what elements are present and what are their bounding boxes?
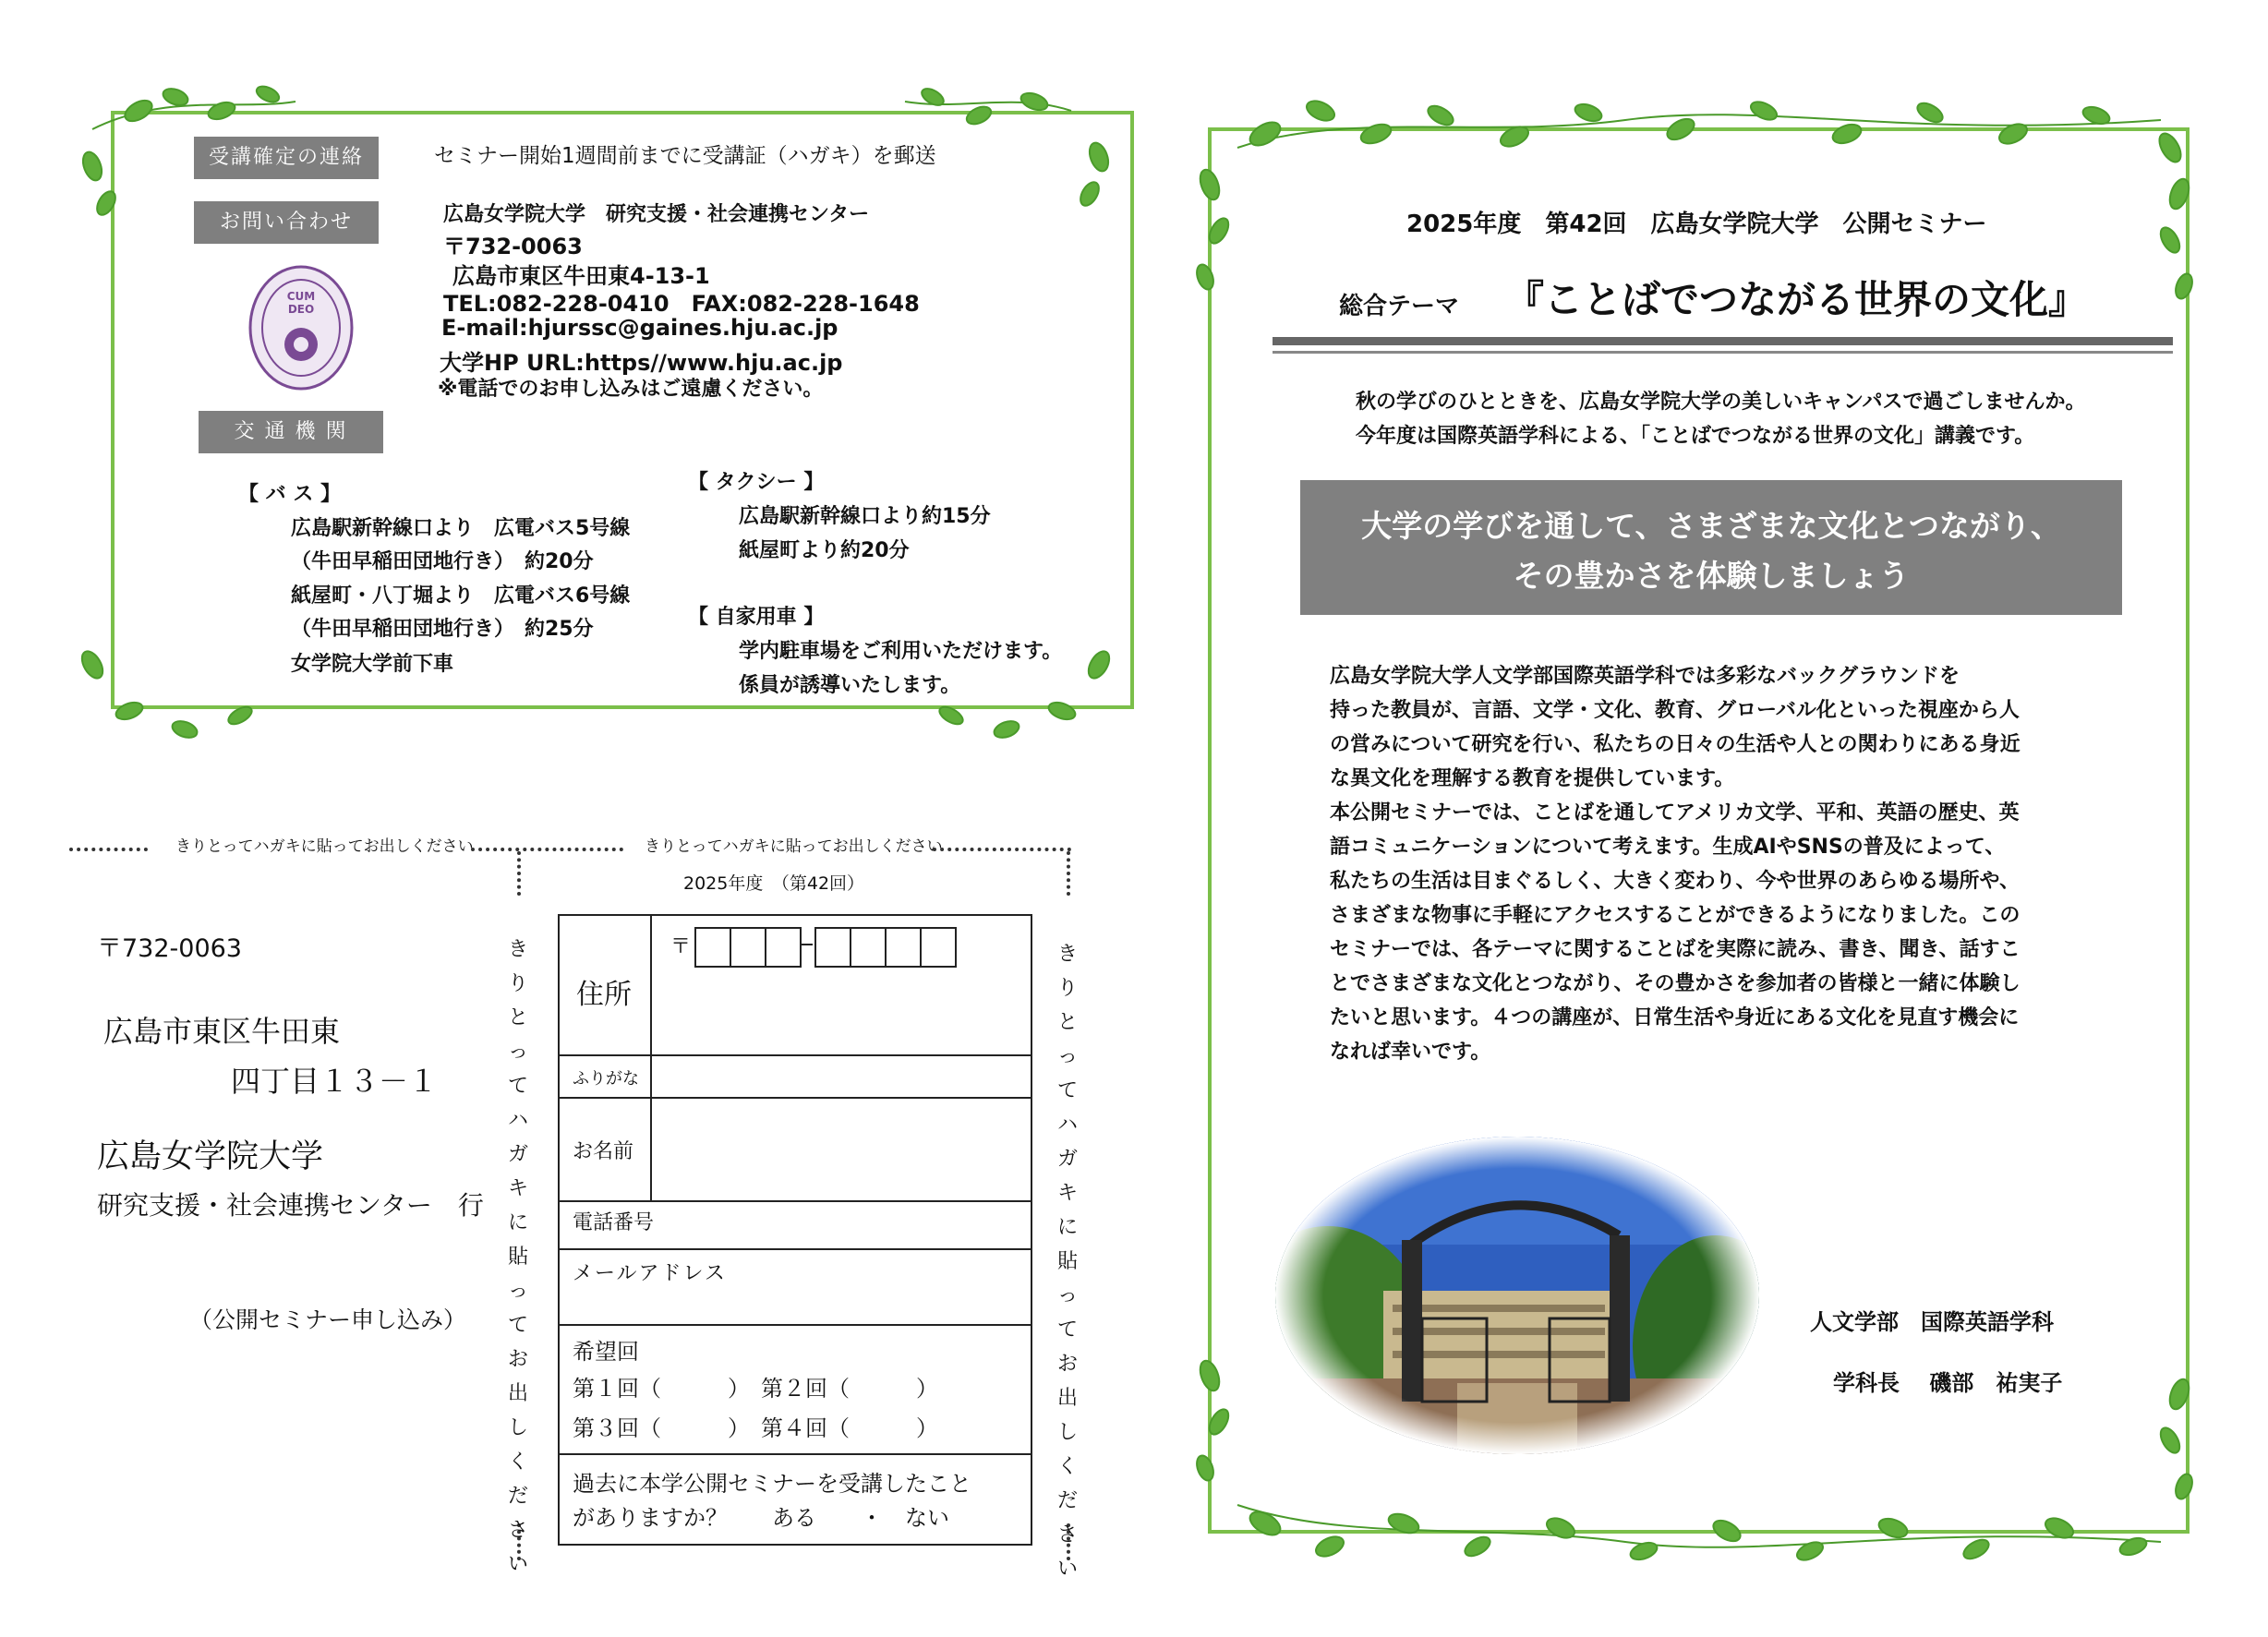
zip-box-7[interactable] <box>920 927 957 968</box>
body-line: 持った教員が、言語、文学・文化、教育、グローバル化といった視座から人 <box>1330 699 2020 722</box>
contact-email: E-mail:hjurssc@gaines.hju.ac.jp <box>441 315 838 341</box>
zip-box-2[interactable] <box>730 927 766 968</box>
label-confirmation: 受講確定の連絡 <box>194 137 379 179</box>
confirmation-text: セミナー開始1週間前までに受講証（ハガキ）を郵送 <box>434 144 936 168</box>
body-line: セミナーでは、各テーマに関することばを実際に読み、書き、聞き、話すこ <box>1330 938 2021 961</box>
cut-line-v-left-top <box>517 851 521 896</box>
highlight-banner <box>1300 480 2122 615</box>
banner-line-2: その豊かさを体験しましょう <box>1513 558 1910 594</box>
svg-text:DEO: DEO <box>287 303 315 316</box>
label-transport: 交 通 機 関 <box>199 411 383 453</box>
body-line: 私たちの生活は目まぐるしく、大きく変わり、今や世界のあらゆる場所や、 <box>1330 870 2021 893</box>
postcard-recipient-1: 広島女学院大学 <box>97 1138 324 1175</box>
dept-name: 人文学部 国際英語学科 <box>1810 1309 2054 1335</box>
zip-box-1[interactable] <box>694 927 731 968</box>
bus-line-4: （牛田早稲田団地行き） 約25分 <box>291 618 594 641</box>
contact-address: 広島市東区牛田東4-13-1 <box>452 263 710 289</box>
application-form <box>558 914 1032 1546</box>
taxi-heading: 【 タクシー 】 <box>688 471 825 494</box>
car-heading: 【 自家用車 】 <box>688 606 825 629</box>
cut-label-mid: きりとってハガキに貼ってお出しください <box>645 837 943 856</box>
body-line: の営みについて研究を行い、私たちの日々の生活や人との関わりにある身近 <box>1330 733 2021 756</box>
zip-mark: 〒 <box>670 935 692 958</box>
vertical-cut-text-right: きりとってハガキに貼ってお出しください <box>1056 943 1078 1581</box>
theme-underline-thick <box>1273 337 2173 345</box>
address-input[interactable] <box>652 971 1026 1053</box>
cut-label-left: きりとってハガキに貼ってお出しください <box>175 837 474 856</box>
bus-line-3: 紙屋町・八丁堀より 広電バス6号線 <box>291 584 631 608</box>
name-label: お名前 <box>573 1140 634 1163</box>
contact-note: ※電話でのお申し込みはご遠慮ください。 <box>438 378 824 401</box>
postcard-address-1: 広島市東区牛田東 <box>103 1014 341 1049</box>
car-line-1: 学内駐車場をご利用いただけます。 <box>739 640 1063 663</box>
wish-line-2[interactable]: 第３回（ ） 第４回（ ） <box>573 1415 938 1441</box>
seminar-header: 2025年度 第42回 広島女学院大学 公開セミナー <box>1406 211 1987 238</box>
body-line: な異文化を理解する教育を提供しています。 <box>1330 767 1735 790</box>
theme-underline-thin <box>1273 351 2173 354</box>
past-attendance-line-2[interactable]: がありますか？ ある ・ ない <box>573 1505 949 1531</box>
zip-box-6[interactable] <box>885 927 922 968</box>
past-attendance-line-1: 過去に本学公開セミナーを受講したこと <box>573 1471 971 1497</box>
taxi-line-2: 紙屋町より約20分 <box>739 539 910 562</box>
cut-line-v-right-top <box>1067 851 1070 896</box>
postcard-note: （公開セミナー申し込み） <box>189 1306 467 1333</box>
intro-line-2: 今年度は国際英語学科による、「ことばでつながる世界の文化」講義です。 <box>1356 425 2035 448</box>
body-line: 広島女学院大学人文学部国際英語学科では多彩なバックグラウンドを <box>1330 665 1960 688</box>
taxi-line-1: 広島駅新幹線口より約15分 <box>739 505 991 528</box>
university-seal-logo <box>247 263 355 392</box>
zip-dash <box>802 944 813 945</box>
body-line: たいと思います。４つの講座が、日常生活や身近にある文化を見直す機会に <box>1330 1006 2020 1029</box>
svg-text:CUM: CUM <box>286 290 316 303</box>
cut-line-top-left <box>69 848 148 851</box>
theme-label: 総合テーマ <box>1339 293 1460 320</box>
address-label: 住所 <box>576 979 632 1011</box>
theme-title: 『ことばでつながる世界の文化』 <box>1505 277 2088 322</box>
postcard-zip: 〒732-0063 <box>97 934 242 963</box>
cut-line-top-right <box>933 848 1071 851</box>
label-contact: お問い合わせ <box>194 201 379 244</box>
body-line: さまざまな物事に手軽にアクセスすることができるようになりました。この <box>1330 904 2021 927</box>
department-head: 学科長 磯部 祐実子 <box>1833 1370 2063 1396</box>
campus-gate-photo <box>1273 1134 1762 1457</box>
zip-box-5[interactable] <box>850 927 887 968</box>
cut-line-top-mid <box>471 848 623 851</box>
bus-line-5: 女学院大学前下車 <box>291 653 454 676</box>
postcard-recipient-2: 研究支援・社会連携センター 行 <box>97 1190 484 1221</box>
contact-tel-fax: TEL:082-228-0410 FAX:082-228-1648 <box>443 291 920 317</box>
wish-line-1[interactable]: 第１回（ ） 第２回（ ） <box>573 1376 938 1402</box>
banner-line-1: 大学の学びを通して、さまざまな文化とつながり、 <box>1361 508 2061 544</box>
car-line-2: 係員が誘導いたします。 <box>739 674 961 697</box>
body-line: 語コミュニケーションについて考えます。生成AIやSNSの普及によって、 <box>1330 836 2006 859</box>
body-line: 本公開セミナーでは、ことばを通してアメリカ文学、平和、英語の歴史、英 <box>1330 801 2020 825</box>
phone-label: 電話番号 <box>573 1211 655 1234</box>
email-label: メールアドレス <box>573 1262 727 1285</box>
contact-hp: 大学HP URL:https//www.hju.ac.jp <box>440 350 843 376</box>
contact-zip: 〒732-0063 <box>443 234 583 259</box>
body-line: なれば幸いです。 <box>1330 1041 1491 1064</box>
vertical-cut-text-left: きりとってハガキに貼ってお出しください <box>507 938 528 1576</box>
bus-heading: 【 バ ス 】 <box>238 483 341 506</box>
zip-box-4[interactable] <box>814 927 851 968</box>
bus-line-1: 広島駅新幹線口より 広電バス5号線 <box>291 517 631 540</box>
furigana-label: ふりがな <box>573 1069 639 1089</box>
wish-label: 希望回 <box>573 1339 639 1365</box>
body-line: とでさまざまな文化とつながり、その豊かさを参加者の皆様と一緒に体験し <box>1330 972 2021 995</box>
form-year-label: 2025年度 （第42回） <box>683 873 865 894</box>
postcard-address-2: 四丁目１３－１ <box>231 1064 439 1099</box>
bus-line-2: （牛田早稲田団地行き） 約20分 <box>291 550 594 573</box>
intro-line-1: 秋の学びのひとときを、広島女学院大学の美しいキャンパスで過ごしませんか。 <box>1356 391 2086 414</box>
zip-box-3[interactable] <box>765 927 802 968</box>
contact-org: 広島女学院大学 研究支援・社会連携センター <box>443 203 870 226</box>
